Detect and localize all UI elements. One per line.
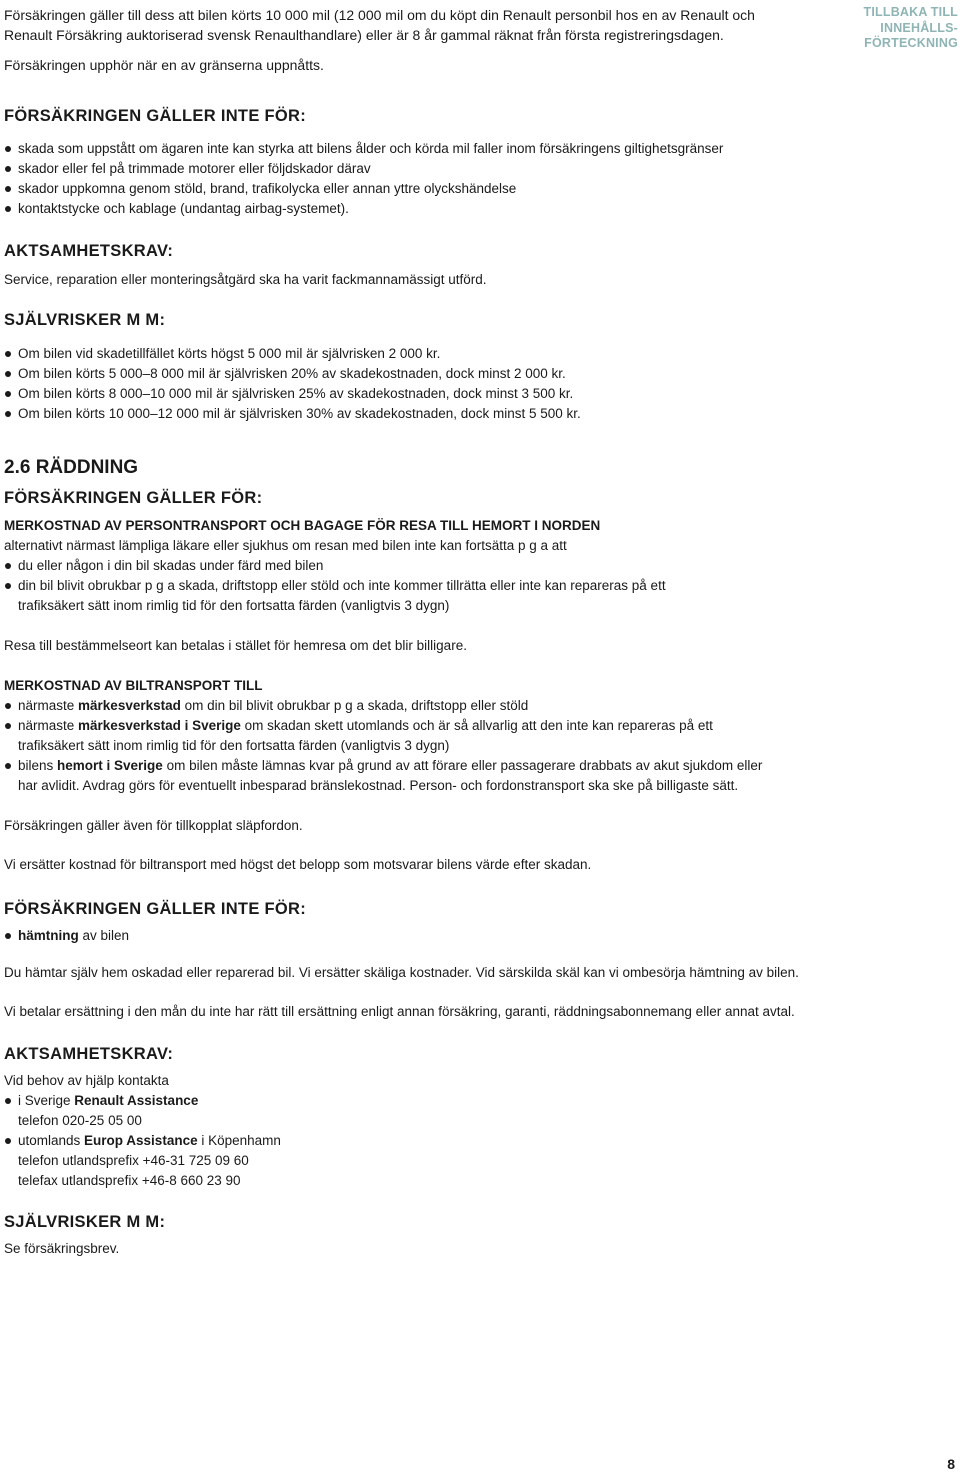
list-item: skada som uppstått om ägaren inte kan styrka att bilens ålder och körda mil faller inom försäkringens giltighetsgränser — [4, 139, 954, 159]
list-item: din bil blivit obrukbar p g a skada, driftstopp eller stöld och inte kommer tillrätta eller inte kan repareras på ett trafiksäkert sätt inom rimlig tid för den fortsatta färden (vanligtvis 3 dygn) — [4, 576, 954, 616]
item-text: i Sverige — [18, 1093, 75, 1108]
list-item — [4, 1091, 954, 1131]
section-text: Du hämtar själv hem oskadad eller reparerad bil. Vi ersätter skäliga kostnader. Vid särskilda skäl kan vi ombesörja hämtning av bilen. — [4, 965, 799, 980]
item-emphasis: hämtning — [18, 928, 79, 943]
item-text: i Köpenhamn — [197, 1133, 281, 1148]
list-item: kontaktstycke och kablage (undantag airbag-systemet). — [4, 199, 954, 219]
item-text: om din bil blivit obrukbar p g a skada, driftstopp eller stöld — [180, 698, 529, 713]
item-emphasis: Europ Assistance — [84, 1133, 198, 1148]
fax-number: telefax utlandsprefix +46-8 660 23 90 — [18, 1173, 241, 1188]
section-heading: FÖRSÄKRINGEN GÄLLER INTE FÖR: — [4, 900, 307, 918]
list-item — [4, 756, 954, 796]
deductibles-section — [4, 309, 954, 424]
car-transport-list — [4, 696, 954, 796]
item-text: utomlands — [18, 1133, 85, 1148]
list-item: Om bilen vid skadetillfället körts högst 5 000 mil är självrisken 2 000 kr. — [4, 344, 954, 364]
list-item: du eller någon i din bil skadas under färd med bilen — [4, 556, 954, 576]
section-text: Vid behov av hjälp kontakta — [4, 1073, 169, 1088]
rescue-section — [4, 456, 954, 1259]
subsection-intro: alternativt närmast lämpliga läkare eller sjukhus om resan med bilen inte kan fortsätta p g a att — [4, 538, 567, 553]
section-heading: SJÄLVRISKER M M: — [4, 1213, 166, 1231]
item-text: om bilen måste lämnas kvar på grund av att förare eller passagerare drabbats av akut sjukdom eller har avlidit. Avdrag görs för eventuellt inbesparad bränslekostnad. Person- och fordonstransport ska ske på billigaste sätt. — [18, 758, 763, 793]
item-text: av bilen — [78, 928, 130, 943]
section-text: Resa till bestämmelseort kan betalas i stället för hemresa om det blir billigare. — [4, 638, 467, 653]
item-text: om skadan skett utomlands och är så allvarlig att den inte kan repareras på ett trafiksäkert sätt inom rimlig tid för den fortsatta färden (vanligtvis 3 dygn) — [18, 718, 713, 753]
deductibles-list — [4, 344, 954, 424]
phone-number: telefon 020-25 05 00 — [18, 1113, 142, 1128]
chapter-title: 2.6 RÄDDNING — [4, 457, 139, 478]
rescue-exclusions-list — [4, 926, 954, 946]
item-text: närmaste — [18, 698, 79, 713]
intro-block — [4, 5, 804, 75]
exclusions-list — [4, 139, 954, 219]
subsection-heading: MERKOSTNAD AV PERSONTRANSPORT OCH BAGAGE FÖR RESA TILL HEMORT I NORDEN — [4, 518, 601, 533]
back-to-toc-link[interactable]: TILLBAKA TILL INNEHÅLLS-FÖRTECKNING — [863, 5, 958, 50]
section-text: Service, reparation eller monteringsåtgärd ska ha varit fackmannamässigt utförd. — [4, 272, 487, 287]
care-requirements-section — [4, 240, 954, 290]
list-item — [4, 926, 954, 946]
list-item: Om bilen körts 5 000–8 000 mil är självrisken 20% av skadekostnaden, dock minst 2 000 kr. — [4, 364, 954, 384]
item-emphasis: märkesverkstad i Sverige — [78, 718, 241, 733]
list-item — [4, 716, 954, 756]
item-emphasis: hemort i Sverige — [57, 758, 163, 773]
section-text: Se försäkringsbrev. — [4, 1241, 120, 1256]
list-item: Om bilen körts 8 000–10 000 mil är självrisken 25% av skadekostnaden, dock minst 3 500 kr. — [4, 384, 954, 404]
intro-paragraph: Försäkringen gäller till dess att bilen körts 10 000 mil (12 000 mil om du köpt din Renault personbil hos en av Renault och Renault Försäkring auktoriserad svensk Renaulthandlare) eller är 8 år gammal räknat från första registreringsdagen. — [4, 7, 755, 43]
item-emphasis: Renault Assistance — [74, 1093, 199, 1108]
exclusions-section — [4, 105, 954, 219]
list-item — [4, 1131, 954, 1191]
section-text: Försäkringen gäller även för tillkopplat släpfordon. — [4, 818, 303, 833]
list-item: skador uppkomna genom stöld, brand, trafikolycka eller annan yttre olyckshändelse — [4, 179, 954, 199]
section-text: Vi betalar ersättning i den mån du inte har rätt till ersättning enligt annan försäkring, garanti, räddningsabonnemang eller annat avtal. — [4, 1004, 795, 1019]
section-text: Vi ersätter kostnad för biltransport med högst det belopp som motsvarar bilens värde efter skadan. — [4, 857, 592, 872]
phone-number: telefon utlandsprefix +46-31 725 09 60 — [18, 1153, 249, 1168]
intro-paragraph-end: Försäkringen upphör när en av gränserna uppnåtts. — [4, 57, 324, 73]
page-number: 8 — [947, 1456, 955, 1472]
section-heading: AKTSAMHETSKRAV: — [4, 242, 174, 260]
section-heading: SJÄLVRISKER M M: — [4, 311, 166, 329]
subsection-heading: MERKOSTNAD AV BILTRANSPORT TILL — [4, 678, 263, 693]
item-emphasis: märkesverkstad — [78, 698, 181, 713]
item-text: bilens — [18, 758, 58, 773]
list-item: skador eller fel på trimmade motorer eller följdskador därav — [4, 159, 954, 179]
list-item — [4, 696, 954, 716]
section-heading: FÖRSÄKRINGEN GÄLLER INTE FÖR: — [4, 107, 307, 125]
section-heading: AKTSAMHETSKRAV: — [4, 1045, 174, 1063]
person-transport-list — [4, 556, 954, 616]
item-text: närmaste — [18, 718, 79, 733]
section-heading: FÖRSÄKRINGEN GÄLLER FÖR: — [4, 489, 263, 507]
list-item: Om bilen körts 10 000–12 000 mil är självrisken 30% av skadekostnaden, dock minst 5 500 kr. — [4, 404, 954, 424]
assistance-contacts-list — [4, 1091, 954, 1191]
